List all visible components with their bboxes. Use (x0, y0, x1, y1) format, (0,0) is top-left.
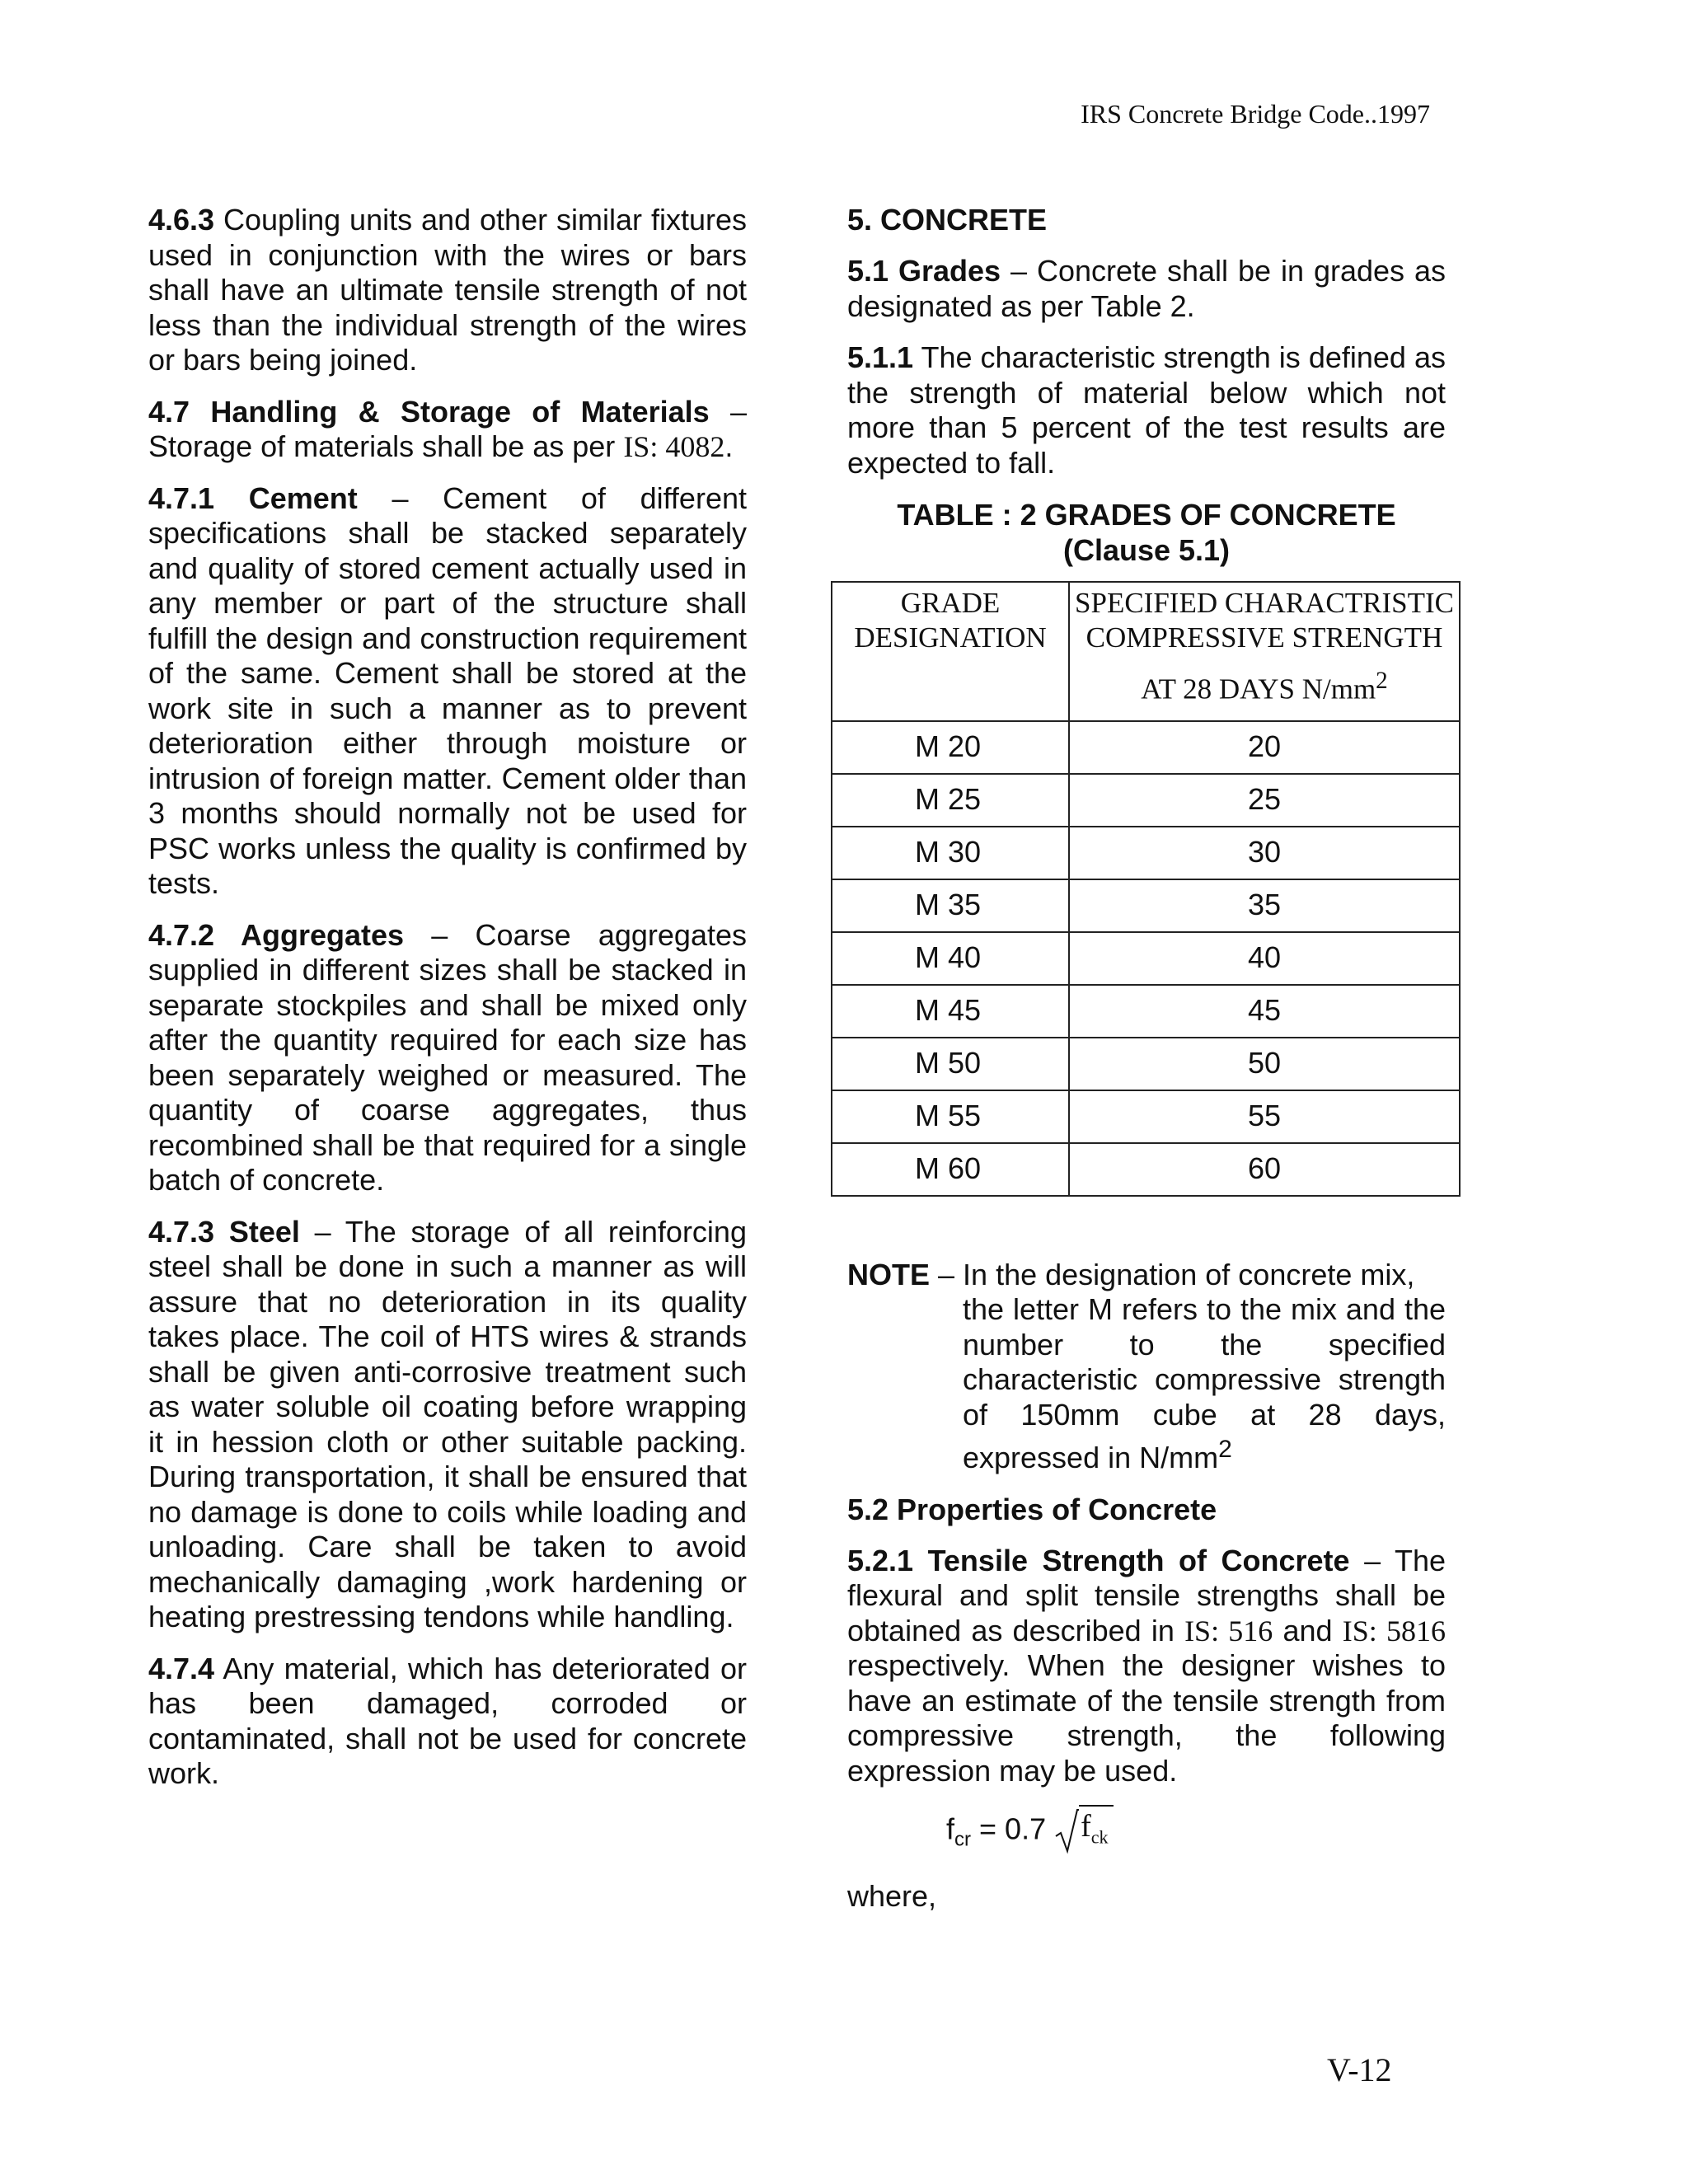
grade-cell: M 35 (832, 879, 1069, 932)
strength-cell: 45 (1069, 985, 1460, 1038)
grade-cell: M 30 (832, 827, 1069, 879)
tensile-formula: $f_{cr} = 0.7$ $f_{ck}$ (946, 1805, 1446, 1858)
table-header-row (832, 582, 1460, 721)
clause-4-7-3: 4.7.3 Steel – The storage of all reinforcing steel shall be done in such a manner as will assure that no deterioration in its quality takes place. The coil of HTS wires & strands shall be given anti-corrosive treatment such as water soluble oil coating before wrapping it in hession cloth or other suitable packing. During transportation, it shall be ensured that no damage is done to coils while loading and unloading. Care shall be taken to avoid mechanically damaging ,work hardening or heating prestressing tendons while handling. (148, 1214, 747, 1633)
table-row (832, 827, 1460, 879)
grade-cell: M 50 (832, 1038, 1069, 1090)
grade-cell: M 60 (832, 1143, 1069, 1196)
clause-4-7-4: 4.7.4 Any material, which has deteriorated or has been damaged, corroded or contaminated, shall not be used for concrete work. (148, 1651, 747, 1790)
left-column (148, 203, 747, 1808)
table-body (832, 721, 1460, 1196)
grade-cell: M 20 (832, 721, 1069, 774)
table-row (832, 774, 1460, 827)
table-row (832, 1143, 1460, 1196)
strength-cell: 40 (1069, 932, 1460, 985)
clause-5-1-1: 5.1.1 The characteristic strength is defined as the strength of material below which not more than 5 percent of the test results are expected to fall. (847, 340, 1447, 480)
grade-cell: M 25 (832, 774, 1069, 827)
table-row (832, 1038, 1460, 1090)
strength-cell: 50 (1069, 1038, 1460, 1090)
where-text: where, (847, 1879, 937, 1914)
right-column (847, 203, 1454, 1931)
strength-cell: 35 (1069, 879, 1460, 932)
clause-4-7-1: 4.7.1 Cement – Cement of different specifications shall be stacked separately and quality of stored cement actually used in any member or part of the structure shall fulfill the design and construction requirement of the same. Cement shall be stored at the work site in such a manner as to prevent deterioration either through moisture or intrusion of foreign matter. Cement older than 3 months should normally not be used for PSC works unless the quality is confirmed by tests. (148, 480, 747, 900)
grade-cell: M 55 (832, 1090, 1069, 1143)
clause-4-6-3: 4.6.3 Coupling units and other similar fixtures used in conjunction with the wires or bars shall have an ultimate tensile strength of not less than the individual strength of the wires or bars being joined. (148, 203, 747, 377)
strength-cell: 60 (1069, 1143, 1460, 1196)
table-caption: TABLE : 2 GRADES OF CONCRETE (Clause 5.1) (897, 498, 1396, 567)
grade-cell: M 45 (832, 985, 1069, 1038)
square-root-icon: $f_{ck}$ (1054, 1805, 1113, 1858)
clause-5-1: 5.1 Grades – Concrete shall be in grades as designated as per Table 2. (847, 254, 1446, 323)
table-row (832, 985, 1460, 1038)
clause-4-7-2: 4.7.2 Aggregates – Coarse aggregates supplied in different sizes shall be stacked in separate stockpiles and shall be mixed only after the quantity required for each size has been separately weighed or measured. The quantity of coarse aggregates, thus recombined shall be that required for a single batch of concrete. (148, 917, 747, 1197)
grades-table (831, 581, 1461, 1197)
clause-4-7: 4.7 Handling & Storage of Materials – Storage of materials shall be as per IS: 4082. (148, 394, 747, 463)
clause-5-2-1: 5.2.1 Tensile Strength of Concrete – The flexural and split tensile strengths shall be obtained as described in IS: 516 and IS: 5816 respectively. When the designer wishes to have an estimate of the tensile strength from compressive strength, the following expression may be used. (847, 1543, 1447, 1788)
strength-cell: 25 (1069, 774, 1460, 827)
running-header: IRS Concrete Bridge Code..1997 (1081, 99, 1430, 129)
grade-header: GRADE DESIGNATION (832, 582, 1069, 721)
strength-cell: 30 (1069, 827, 1460, 879)
table-row (832, 721, 1460, 774)
strength-subheader: AT 28 DAYS $N/mm^2$ (1141, 668, 1388, 705)
grade-cell: M 40 (832, 932, 1069, 985)
section-5-heading: 5. CONCRETE (847, 203, 1048, 237)
table-row (832, 932, 1460, 985)
strength-cell: 20 (1069, 721, 1460, 774)
strength-header: SPECIFIED CHARACTRISTIC COMPRESSIVE STRENGTH AT 28 DAYS $N/mm^2$ (1069, 582, 1460, 721)
table-row (832, 879, 1460, 932)
strength-cell: 55 (1069, 1090, 1460, 1143)
table-row (832, 1090, 1460, 1143)
table-note: NOTE – In the designation of concrete mix, the letter M refers to the mix and the number to the specified characteristic compressive strength of 150mm cube at 28 days, expressed in $N/mm^2$ (847, 1257, 1446, 1475)
section-5-2-heading: 5.2 Properties of Concrete (847, 1492, 1217, 1526)
page-number: V-12 (1327, 2051, 1392, 2088)
